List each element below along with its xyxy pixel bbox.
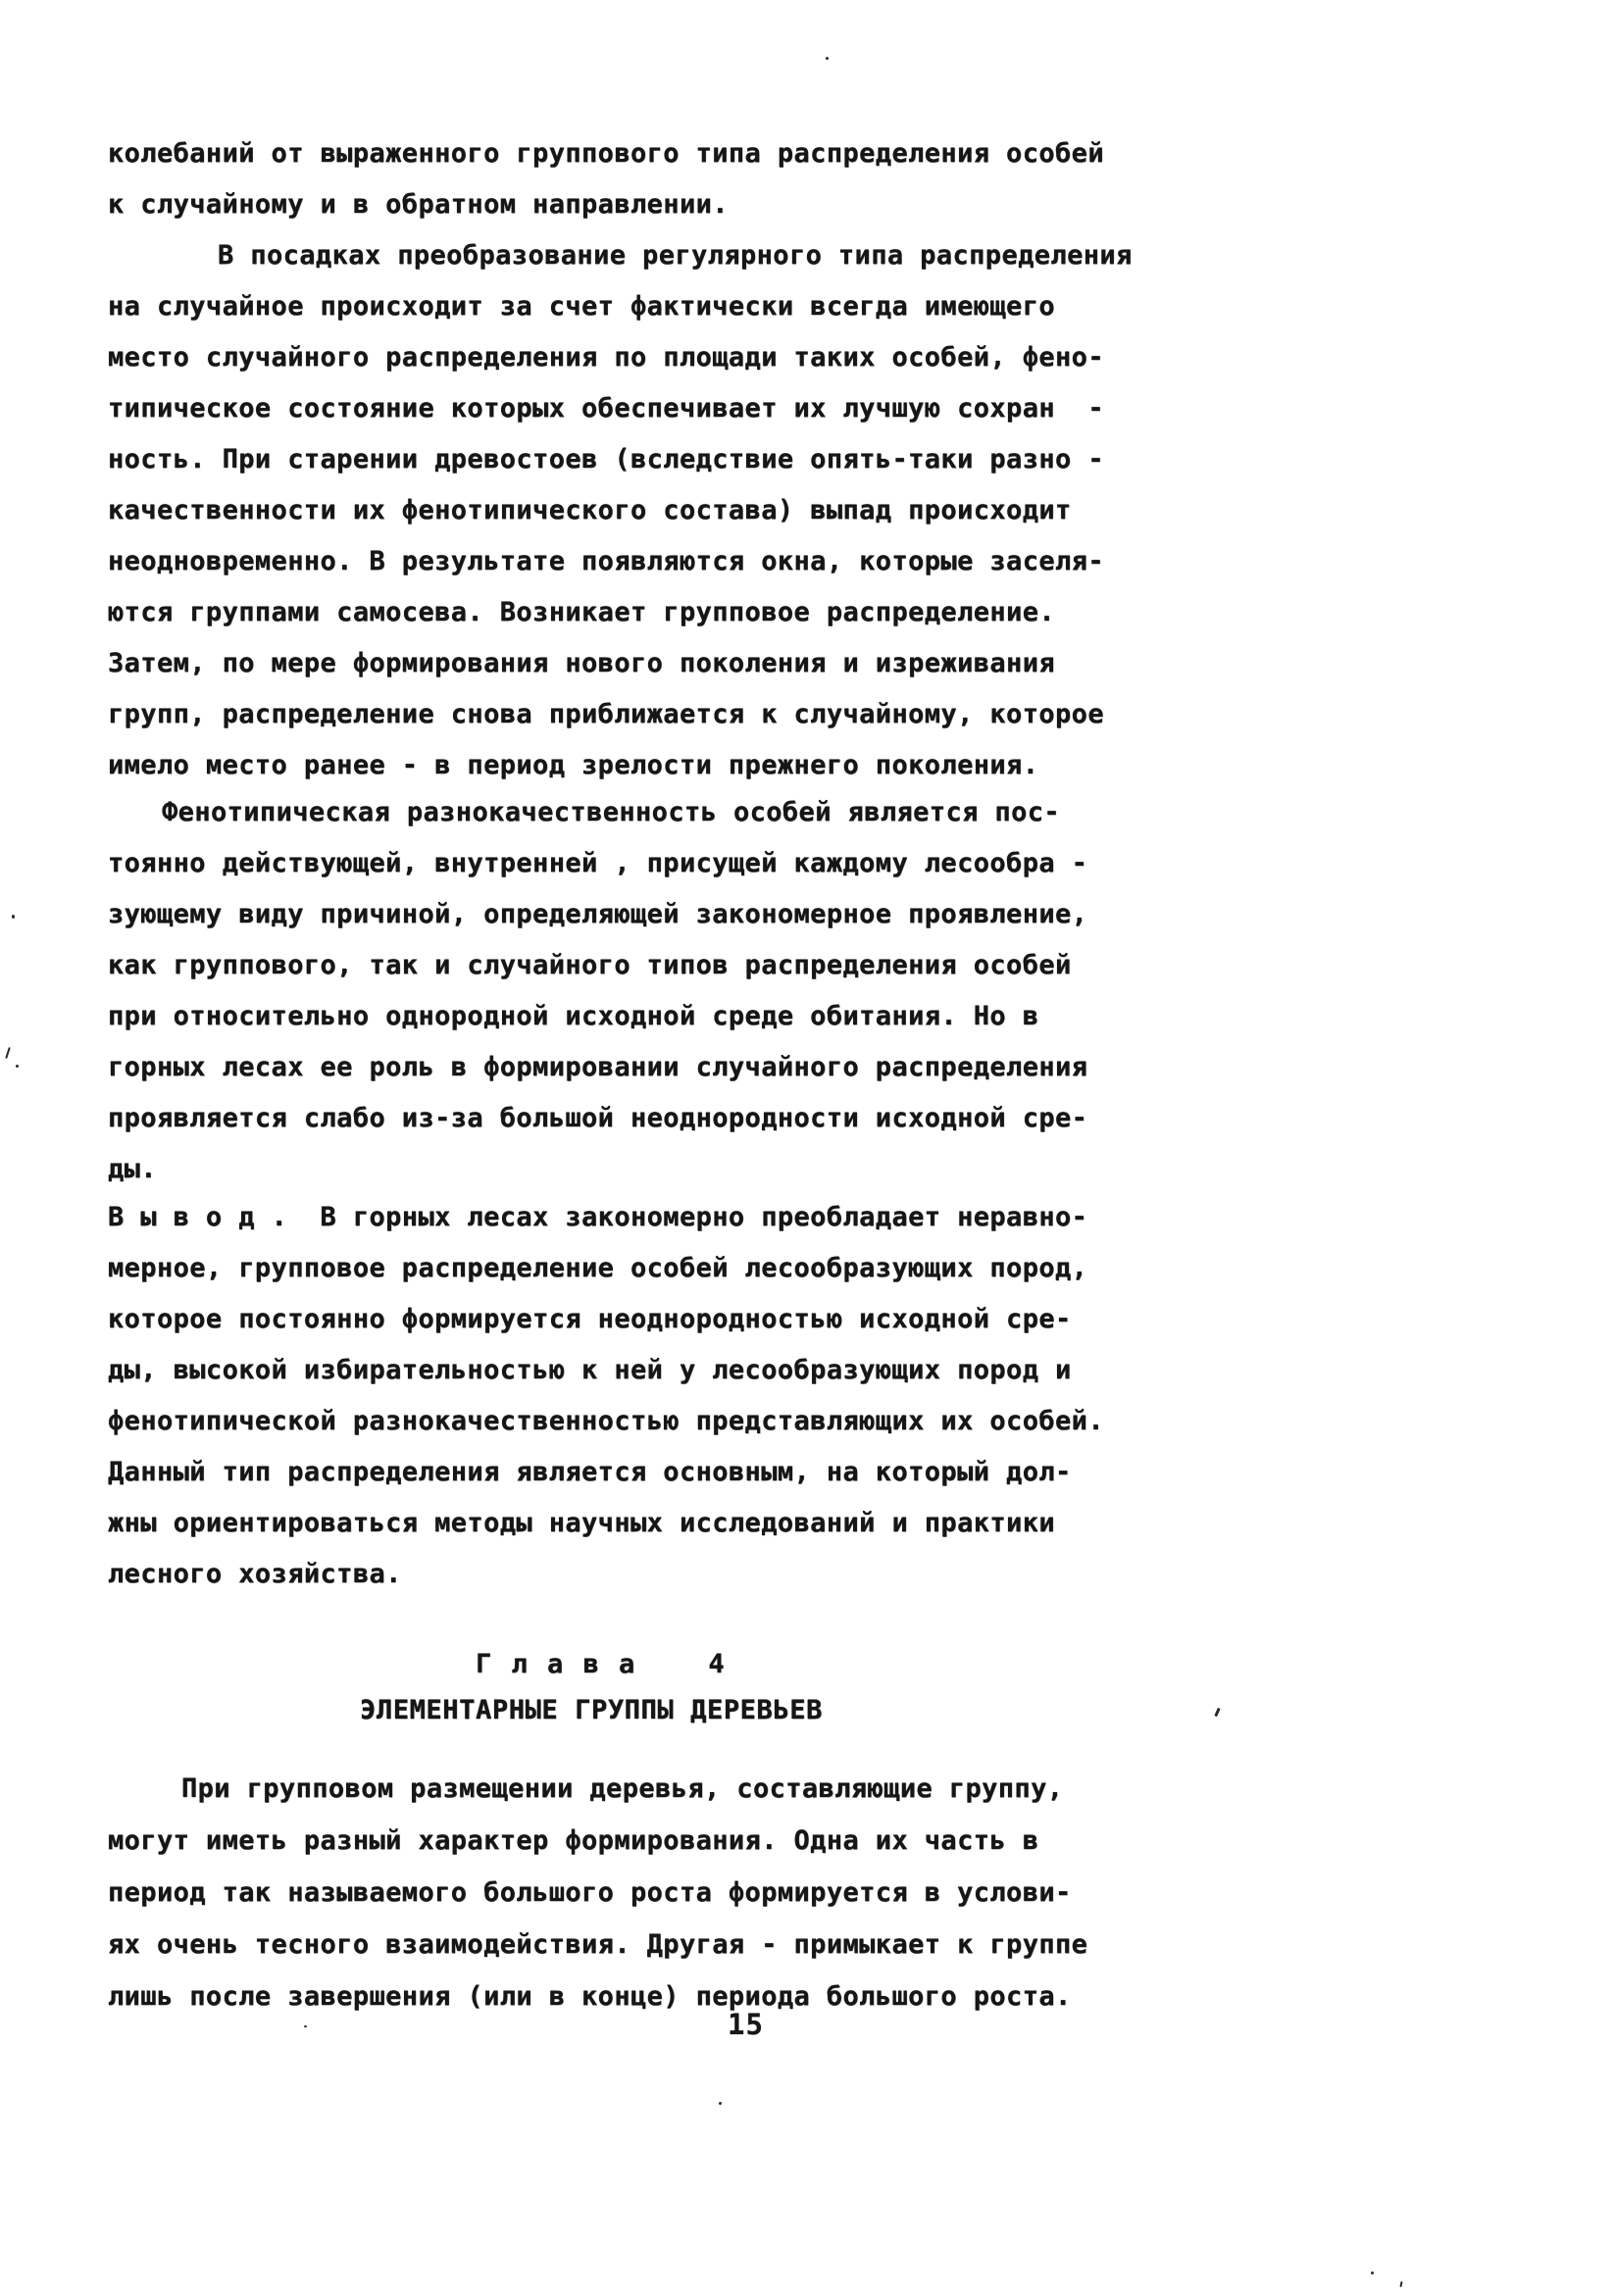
text-line: фенотипической разнокачественностью представляющих их особей.	[108, 1406, 1104, 1436]
text-line: мерное, групповое распределение особей лесообразующих пород,	[108, 1253, 1088, 1283]
paragraph-posadki	[108, 230, 1186, 791]
text-line: зующему виду причиной, определяющей закономерное проявление,	[108, 899, 1088, 929]
scan-speck	[5, 1047, 11, 1059]
text-line: тоянно действующей, внутренней , присущей каждому лесообра -	[108, 848, 1088, 878]
scan-speck	[1214, 1708, 1220, 1717]
text-line: лесного хозяйства.	[108, 1559, 402, 1589]
text-line: При групповом размещении деревья, составляющие группу,	[181, 1773, 1064, 1804]
scan-speck	[12, 915, 15, 919]
paragraph-fenotip	[108, 787, 1186, 1195]
scan-speck	[826, 57, 829, 60]
text-line: ды.	[108, 1154, 157, 1184]
scan-speck	[719, 2102, 722, 2105]
paragraph-gruppa	[108, 1763, 1186, 2022]
text-line: горных лесах ее роль в формировании случайного распределения	[108, 1052, 1088, 1082]
text-line: при относительно однородной исходной среде обитания. Но в	[108, 1001, 1039, 1031]
text-line: групп, распределение снова приближается к случайному, которое	[108, 699, 1104, 729]
scan-speck	[304, 2025, 307, 2027]
text-line: неодновременно. В результате появляются окна, которые заселя-	[108, 546, 1104, 576]
text-line: В ы в о д . В горных лесах закономерно преобладает неравно-	[108, 1202, 1088, 1232]
text-line: ность. При старении древостоев (вследствие опять-таки разно -	[108, 444, 1104, 474]
text-line: типическое состояние которых обеспечивает их лучшую сохран -	[108, 393, 1104, 424]
text-line: на случайное происходит за счет фактически всегда имеющего	[108, 291, 1056, 322]
text-line: качественности их фенотипического состава) выпад происходит	[108, 495, 1072, 525]
paragraph-continuation	[108, 128, 1186, 230]
page-number: 15	[728, 2008, 764, 2041]
text-line: лишь после завершения (или в конце) периода большого роста.	[108, 1981, 1072, 2012]
text-line: как группового, так и случайного типов распределения особей	[108, 950, 1072, 980]
chapter-heading: Г л а в а 4	[476, 1649, 727, 1679]
text-line: жны ориентироваться методы научных исследований и практики	[108, 1508, 1056, 1538]
text-line: которое постоянно формируется неоднородностью исходной сре-	[108, 1304, 1072, 1334]
scan-speck	[16, 1065, 19, 1068]
text-line: В посадках преобразование регулярного типа распределения	[218, 240, 1133, 271]
text-line: проявляется слабо из-за большой неоднородности исходной сре-	[108, 1103, 1088, 1133]
text-line: Затем, по мере формирования нового поколения и изреживания	[108, 648, 1056, 678]
scan-speck	[1371, 2271, 1374, 2274]
text-line: Фенотипическая разнокачественность особей является пос-	[162, 797, 1061, 827]
text-line: Данный тип распределения является основным, на который дол-	[108, 1457, 1072, 1487]
text-line: ях очень тесного взаимодействия. Другая - примыкает к группе	[108, 1929, 1088, 1960]
text-line: период так называемого большого роста формируется в услови-	[108, 1877, 1072, 1908]
text-line: ды, высокой избирательностью к ней у лесообразующих пород и	[108, 1355, 1072, 1385]
paragraph-vyvod	[108, 1192, 1186, 1600]
text-line: имело место ранее - в период зрелости прежнего поколения.	[108, 750, 1039, 780]
text-line: к случайному и в обратном направлении.	[108, 189, 729, 220]
chapter-title: ЭЛЕМЕНТАРНЫЕ ГРУППЫ ДЕРЕВЬЕВ	[360, 1695, 823, 1725]
scan-speck	[1399, 2281, 1402, 2287]
text-line: ются группами самосева. Возникает групповое распределение.	[108, 597, 1056, 627]
text-line: могут иметь разный характер формирования. Одна их часть в	[108, 1825, 1039, 1856]
text-line: колебаний от выраженного группового типа распределения особей	[108, 138, 1104, 169]
text-line: место случайного распределения по площади таких особей, фено-	[108, 342, 1104, 373]
